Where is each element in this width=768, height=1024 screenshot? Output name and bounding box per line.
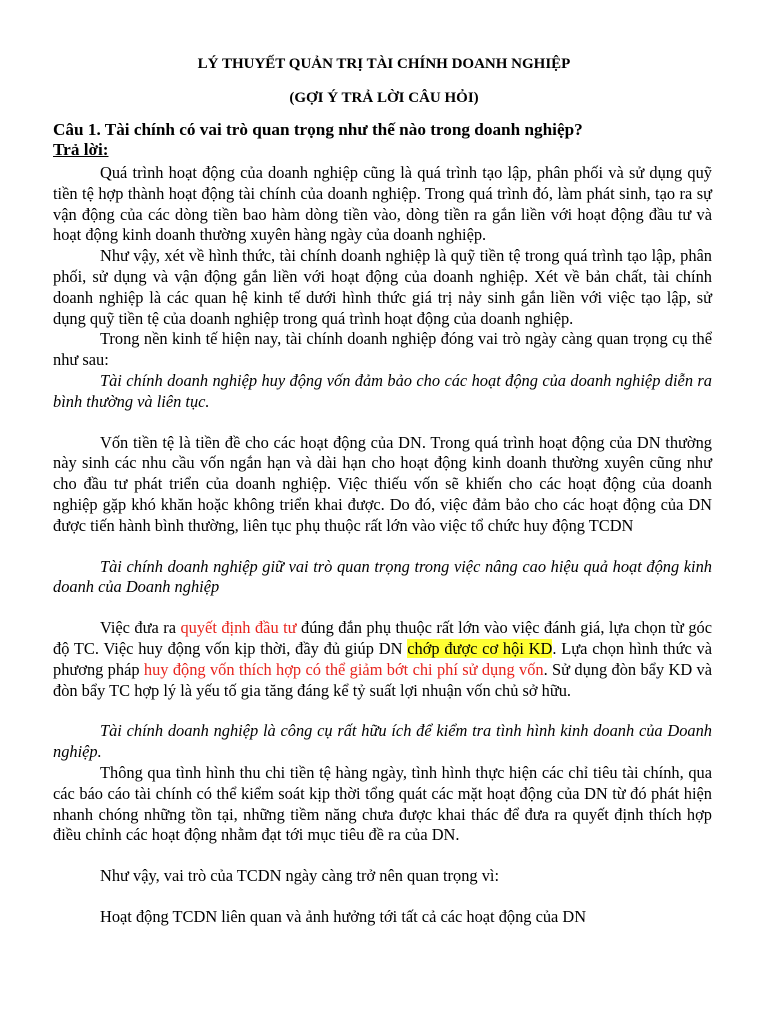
spacer [53, 537, 712, 557]
paragraph-definition: Như vậy, xét về hình thức, tài chính doanh nghiệp là quỹ tiền tệ trong quá trình tạo lập, phân phối, sử dụng và vận động gắn liền với hoạt động của doanh nghiệp. Xét về bản chất, tài chính doanh nghiệp là các quan hệ kinh tế dưới hình thức giá trị nảy sinh gắn liền với việc tạo lập, sử dụng quỹ tiền tệ của doanh nghiệp trong quá trình hoạt động của doanh nghiệp. [53, 246, 712, 328]
paragraph-intro: Quá trình hoạt động của doanh nghiệp cũng là quá trình tạo lập, phân phối và sử dụng quỹ tiền tệ hợp thành hoạt động tài chính của doanh nghiệp. Trong quá trình đó, làm phát sinh, tạo ra sự vận động của các dòng tiền bao hàm dòng tiền vào, dòng tiền ra gắn liền với hoạt động đầu tư và hoạt động kinh doanh thường xuyên hàng ngày của doanh nghiệp. [53, 163, 712, 245]
document-subtitle: (GỢI Ý TRẢ LỜI CÂU HỎI) [289, 90, 479, 106]
red-emphasis-investment-decision: quyết định đầu tư [180, 618, 297, 638]
paragraph-efficiency [53, 618, 712, 701]
paragraph-role-intro: Trong nền kinh tế hiện nay, tài chính doanh nghiệp đóng vai trò ngày càng quan trọng cụ thể như sau: [53, 329, 712, 370]
question-heading: Câu 1. Tài chính có vai trò quan trọng như thế nào trong doanh nghiệp? [53, 120, 583, 139]
document-body [53, 120, 712, 928]
spacer [53, 598, 712, 618]
paragraph-control: Thông qua tình hình thu chi tiền tệ hàng ngày, tình hình thực hiện các chỉ tiêu tài chính, qua các báo cáo tài chính có thể kiểm soát kịp thời tổng quát các mặt hoạt động của DN từ đó phát hiện nhanh chóng những tồn tại, những tiềm năng chưa được khai thác để đưa ra quyết định thích hợp điều chỉnh các hoạt động nhằm đạt tới mục tiêu đề ra của DN. [53, 762, 712, 845]
answer-label: Trả lời: [53, 140, 109, 159]
text-segment: Việc đưa ra [100, 618, 181, 638]
text-segment: . Sử dụng đòn bẩy KD và đòn bẩy TC hợp lý là yếu tố gia tăng đáng kể tỷ suất lợi nhuận vốn chủ sở hữu. [53, 659, 712, 700]
spacer [53, 846, 712, 866]
heading-role-efficiency: Tài chính doanh nghiệp giữ vai trò quan trọng trong việc nâng cao hiệu quả hoạt động kinh doanh của Doanh nghiệp [53, 556, 712, 597]
paragraph-summary: Như vậy, vai trò của TCDN ngày càng trở nên quan trọng vì: [100, 866, 499, 886]
text-segment: . Lựa chọn hình thức và phương pháp [53, 638, 713, 679]
heading-role-control: Tài chính doanh nghiệp là công cụ rất hữu ích để kiểm tra tình hình kinh doanh của Doanh nghiệp. [53, 721, 712, 762]
heading-role-capital: Tài chính doanh nghiệp huy động vốn đảm bảo cho các hoạt động của doanh nghiệp diễn ra bình thường và liên tục. [53, 370, 712, 411]
paragraph-capital: Vốn tiền tệ là tiền đề cho các hoạt động của DN. Trong quá trình hoạt động của DN thường này sinh các nhu cầu vốn ngắn hạn và dài hạn cho hoạt động kinh doanh thường xuyên cũng như cho đầu tư phát triển của doanh nghiệp. Việc thiếu vốn sẽ khiến cho các hoạt động của doanh nghiệp gặp khó khăn hoặc không triển khai được. Do đó, việc đảm bảo cho các hoạt động của DN được tiến hành bình thường, liên tục phụ thuộc rất lớn vào việc tổ chức huy động TCDN [53, 432, 712, 535]
document-title: LÝ THUYẾT QUẢN TRỊ TÀI CHÍNH DOANH NGHIỆP [197, 56, 571, 72]
red-emphasis-capital-cost: huy động vốn thích hợp có thể giảm bớt chi phí sử dụng vốn [143, 659, 544, 679]
spacer [53, 887, 712, 907]
highlighted-text-opportunity: chớp được cơ hội KD [407, 638, 553, 658]
spacer [53, 701, 712, 721]
text-segment: đúng đắn phụ thuộc rất lớn vào việc đánh giá, lựa chọn từ góc độ TC. Việc huy động vốn kịp thời, đầy đủ giúp DN [53, 618, 712, 658]
paragraph-activities: Hoạt động TCDN liên quan và ảnh hưởng tới tất cả các hoạt động của DN [100, 906, 587, 926]
spacer [53, 413, 712, 433]
